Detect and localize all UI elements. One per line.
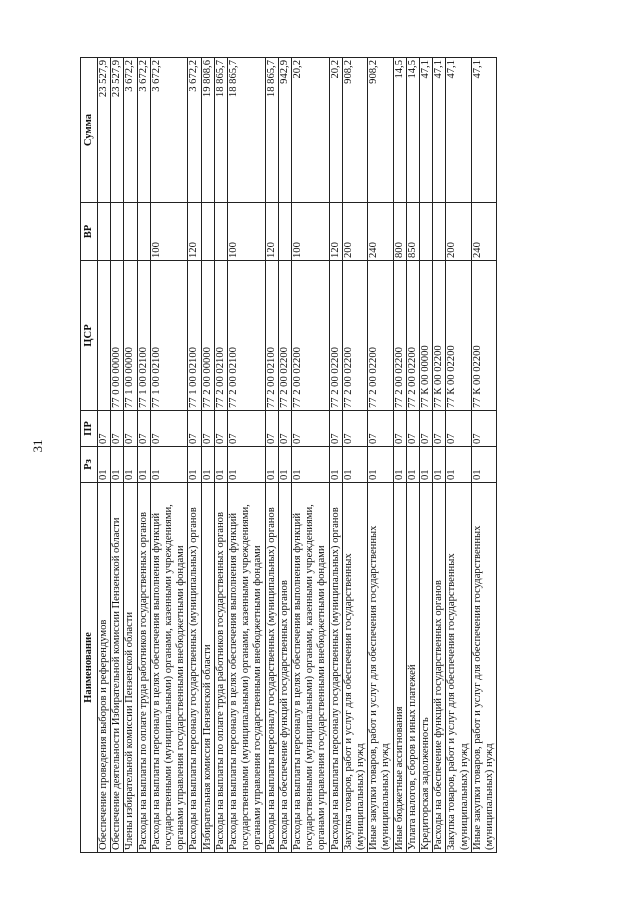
- cell-sum: 20,2: [329, 58, 342, 203]
- cell-rz: 01: [406, 447, 419, 483]
- cell-csr: 77 2 00 00000: [201, 261, 214, 411]
- cell-csr: 77 2 00 02100: [228, 261, 266, 411]
- cell-name: Расходы на обеспечение функций государственных органов: [433, 483, 446, 853]
- cell-csr: 77 0 00 00000: [111, 261, 124, 411]
- cell-pr: 07: [137, 411, 150, 447]
- cell-vr: 200: [446, 203, 471, 261]
- cell-vr: [201, 203, 214, 261]
- cell-pr: 07: [278, 411, 291, 447]
- cell-csr: 77 1 00 02100: [137, 261, 150, 411]
- cell-rz: 01: [368, 447, 393, 483]
- cell-sum: 23 527,9: [111, 58, 124, 203]
- page-number: 31: [30, 439, 45, 453]
- cell-pr: 07: [201, 411, 214, 447]
- cell-csr: 77 2 00 02200: [329, 261, 342, 411]
- cell-name: Обеспечение проведения выборов и референдумов: [98, 483, 111, 853]
- table-row: [124, 58, 137, 853]
- header-csr: ЦСР: [81, 261, 98, 411]
- cell-pr: 07: [292, 411, 330, 447]
- cell-rz: 01: [188, 447, 201, 483]
- header-vr: ВР: [81, 203, 98, 261]
- cell-name: Расходы на выплаты персоналу государственных (муниципальных) органов: [329, 483, 342, 853]
- cell-vr: 120: [329, 203, 342, 261]
- cell-sum: 47,1: [420, 58, 433, 203]
- cell-vr: 120: [265, 203, 278, 261]
- cell-name: Уплата налогов, сборов и иных платежей: [406, 483, 419, 853]
- cell-sum: 3 672,2: [137, 58, 150, 203]
- table-row: [137, 58, 150, 853]
- cell-name: Кредиторская задолженность: [420, 483, 433, 853]
- cell-rz: 01: [329, 447, 342, 483]
- table-row: [446, 58, 471, 853]
- cell-name: Расходы на выплаты по оплате труда работников государственных органов: [214, 483, 227, 853]
- cell-sum: 23 527,9: [98, 58, 111, 203]
- cell-sum: 47,1: [446, 58, 471, 203]
- cell-name: Расходы на выплаты персоналу в целях обеспечения выполнения функций государственными (муниципальными) органами, казенными учреждениями, органами управления государственными внебюджетными фондами: [150, 483, 188, 853]
- cell-csr: 77 2 00 02200: [278, 261, 291, 411]
- cell-csr: 77 1 00 00000: [124, 261, 137, 411]
- cell-rz: 01: [265, 447, 278, 483]
- cell-pr: 07: [342, 411, 367, 447]
- cell-rz: 01: [111, 447, 124, 483]
- cell-rz: 01: [137, 447, 150, 483]
- table-row: [265, 58, 278, 853]
- table-row: [111, 58, 124, 853]
- cell-sum: 19 808,6: [201, 58, 214, 203]
- cell-pr: 07: [124, 411, 137, 447]
- cell-csr: 77 2 00 02100: [214, 261, 227, 411]
- cell-sum: 18 865,7: [214, 58, 227, 203]
- cell-vr: 240: [471, 203, 496, 261]
- cell-name: Обеспечение деятельности Избирательной комиссии Пензенской области: [111, 483, 124, 853]
- cell-rz: 01: [446, 447, 471, 483]
- cell-csr: 77 1 00 02100: [150, 261, 188, 411]
- cell-vr: 850: [406, 203, 419, 261]
- cell-csr: 77 2 00 02100: [265, 261, 278, 411]
- cell-pr: 07: [471, 411, 496, 447]
- cell-vr: [433, 203, 446, 261]
- cell-rz: 01: [278, 447, 291, 483]
- cell-rz: 01: [98, 447, 111, 483]
- header-sum: Сумма: [81, 58, 98, 203]
- cell-csr: 77 2 00 02200: [342, 261, 367, 411]
- cell-pr: 07: [329, 411, 342, 447]
- cell-vr: 200: [342, 203, 367, 261]
- cell-rz: 01: [201, 447, 214, 483]
- cell-sum: 908,2: [342, 58, 367, 203]
- table-row: [329, 58, 342, 853]
- cell-vr: 100: [228, 203, 266, 261]
- cell-vr: 120: [188, 203, 201, 261]
- cell-sum: 3 672,2: [124, 58, 137, 203]
- table-row: [188, 58, 201, 853]
- header-name: Наименование: [81, 483, 98, 853]
- cell-name: Расходы на выплаты персоналу государственных (муниципальных) органов: [188, 483, 201, 853]
- cell-csr: 77 К 00 00000: [420, 261, 433, 411]
- cell-vr: 100: [150, 203, 188, 261]
- cell-vr: [98, 203, 111, 261]
- cell-csr: [98, 261, 111, 411]
- cell-vr: [137, 203, 150, 261]
- table-row: [292, 58, 330, 853]
- table-row: [150, 58, 188, 853]
- cell-name: Иные бюджетные ассигнования: [393, 483, 406, 853]
- cell-vr: [278, 203, 291, 261]
- cell-sum: 942,9: [278, 58, 291, 203]
- cell-csr: 77 2 00 02200: [292, 261, 330, 411]
- cell-pr: 07: [111, 411, 124, 447]
- cell-vr: [420, 203, 433, 261]
- header-pr: ПР: [81, 411, 98, 447]
- header-rz: Рз: [81, 447, 98, 483]
- budget-table: [80, 57, 497, 853]
- cell-rz: 01: [292, 447, 330, 483]
- cell-csr: 77 К 00 02200: [446, 261, 471, 411]
- cell-vr: 240: [368, 203, 393, 261]
- cell-name: Члены избирательной комиссии Пензенской области: [124, 483, 137, 853]
- cell-pr: 07: [406, 411, 419, 447]
- cell-sum: 18 865,7: [265, 58, 278, 203]
- cell-name: Расходы на обеспечение функций государственных органов: [278, 483, 291, 853]
- cell-sum: 18 865,7: [228, 58, 266, 203]
- cell-name: Расходы на выплаты по оплате труда работников государственных органов: [137, 483, 150, 853]
- cell-name: Закупка товаров, работ и услуг для обеспечения государственных (муниципальных) нужд: [446, 483, 471, 853]
- cell-pr: 07: [433, 411, 446, 447]
- cell-pr: 07: [150, 411, 188, 447]
- cell-name: Закупка товаров, работ и услуг для обеспечения государственных (муниципальных) нужд: [342, 483, 367, 853]
- cell-rz: 01: [420, 447, 433, 483]
- table-row: [368, 58, 393, 853]
- table-row: [98, 58, 111, 853]
- cell-name: Избирательная комиссия Пензенской области: [201, 483, 214, 853]
- cell-name: Иные закупки товаров, работ и услуг для обеспечения государственных (муниципальных) нужд: [368, 483, 393, 853]
- table-row: [228, 58, 266, 853]
- cell-pr: 07: [228, 411, 266, 447]
- cell-csr: 77 2 00 02200: [368, 261, 393, 411]
- cell-name: Иные закупки товаров, работ и услуг для обеспечения государственных (муниципальных) нужд: [471, 483, 496, 853]
- cell-sum: 20,2: [292, 58, 330, 203]
- cell-vr: 100: [292, 203, 330, 261]
- table-row: [406, 58, 419, 853]
- cell-sum: 14,5: [393, 58, 406, 203]
- cell-pr: 07: [265, 411, 278, 447]
- table-row: [471, 58, 496, 853]
- cell-pr: 07: [420, 411, 433, 447]
- cell-pr: 07: [98, 411, 111, 447]
- cell-vr: [214, 203, 227, 261]
- table-row: [278, 58, 291, 853]
- cell-csr: 77 К 00 02200: [471, 261, 496, 411]
- cell-csr: 77 К 00 02200: [433, 261, 446, 411]
- cell-pr: 07: [188, 411, 201, 447]
- cell-rz: 01: [433, 447, 446, 483]
- cell-name: Расходы на выплаты персоналу государственных (муниципальных) органов: [265, 483, 278, 853]
- cell-rz: 01: [471, 447, 496, 483]
- cell-sum: 3 672,2: [150, 58, 188, 203]
- cell-sum: 3 672,2: [188, 58, 201, 203]
- cell-name: Расходы на выплаты персоналу в целях обеспечения выполнения функций государственными (муниципальными) органами, казенными учреждениями, органами управления государственными внебюджетными фондами: [292, 483, 330, 853]
- cell-pr: 07: [393, 411, 406, 447]
- cell-pr: 07: [446, 411, 471, 447]
- cell-rz: 01: [342, 447, 367, 483]
- cell-vr: 800: [393, 203, 406, 261]
- cell-sum: 47,1: [433, 58, 446, 203]
- table-row: [393, 58, 406, 853]
- table-row: [420, 58, 433, 853]
- cell-vr: [111, 203, 124, 261]
- cell-sum: 14,5: [406, 58, 419, 203]
- cell-csr: 77 2 00 02200: [393, 261, 406, 411]
- table-header-row: [81, 58, 98, 853]
- table-row: [201, 58, 214, 853]
- cell-rz: 01: [124, 447, 137, 483]
- cell-csr: 77 2 00 02200: [406, 261, 419, 411]
- cell-rz: 01: [214, 447, 227, 483]
- cell-rz: 01: [393, 447, 406, 483]
- cell-sum: 908,2: [368, 58, 393, 203]
- cell-rz: 01: [150, 447, 188, 483]
- cell-rz: 01: [228, 447, 266, 483]
- cell-sum: 47,1: [471, 58, 496, 203]
- cell-vr: [124, 203, 137, 261]
- table-row: [342, 58, 367, 853]
- table-row: [214, 58, 227, 853]
- rotated-table-container: [80, 58, 565, 853]
- table-row: [433, 58, 446, 853]
- cell-pr: 07: [214, 411, 227, 447]
- cell-csr: 77 1 00 02100: [188, 261, 201, 411]
- cell-pr: 07: [368, 411, 393, 447]
- cell-name: Расходы на выплаты персоналу в целях обеспечения выполнения функций государственными (муниципальными) органами, казенными учреждениями, органами управления государственными внебюджетными фондами: [228, 483, 266, 853]
